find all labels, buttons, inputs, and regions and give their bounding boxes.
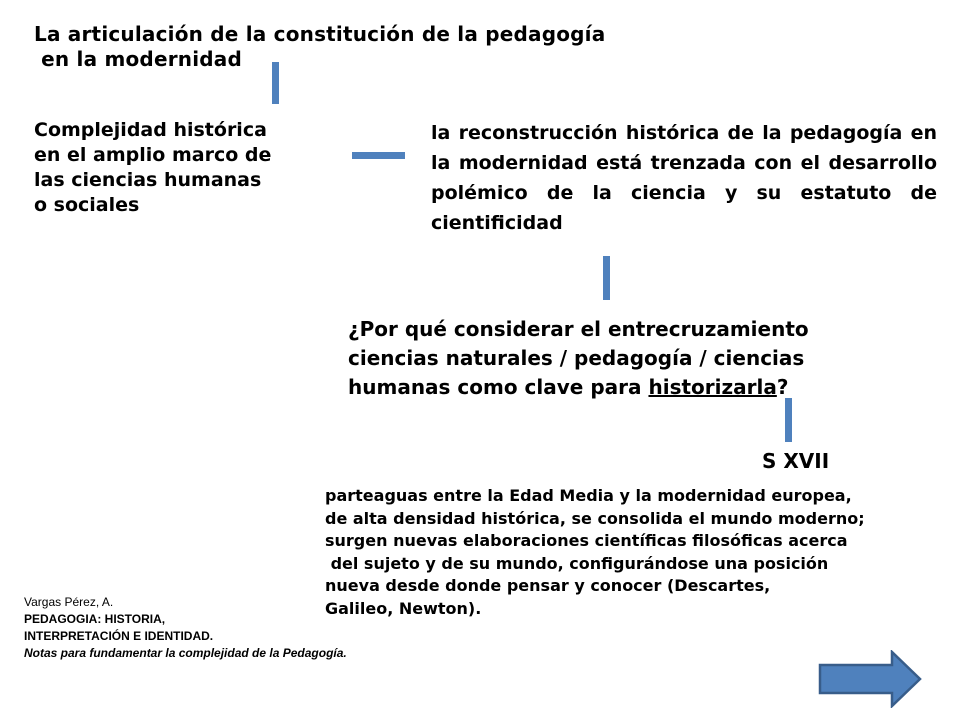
parteaguas-line: de alta densidad histórica, se consolida el mundo moderno; (325, 508, 865, 528)
connector-reconstruccion-vertical (603, 256, 610, 300)
question-block (348, 315, 908, 402)
reconstruccion-block: la reconstrucción histórica de la pedagogía en la modernidad está trenzada con el desarrollo polémico de la ciencia y su estatuto de cientificidad (431, 122, 937, 234)
reference-block (24, 594, 347, 662)
connector-title-vertical (272, 62, 279, 104)
title-line-1: La articulación de la constitución de la pedagogía (34, 22, 606, 46)
slide-title (34, 22, 605, 72)
reference-book-line-1: PEDAGOGIA: HISTORIA, (24, 612, 166, 626)
question-mark: ? (776, 375, 789, 399)
complejidad-line: las ciencias humanas (34, 169, 262, 191)
siglo-label: S XVII (762, 449, 830, 473)
complejidad-line: Complejidad histórica (34, 119, 267, 141)
complejidad-block (34, 118, 334, 218)
connector-pregunta-vertical (785, 398, 792, 442)
connector-horizontal (352, 152, 405, 159)
parteaguas-line: parteaguas entre la Edad Media y la modernidad europea, (325, 486, 852, 505)
right-arrow-icon (818, 650, 922, 708)
question-text: humanas como clave para (348, 375, 649, 399)
question-line-1: ¿Por qué considerar el entrecruzamiento (348, 317, 809, 341)
parteaguas-line: Galileo, Newton). (325, 598, 482, 618)
parteaguas-block (325, 485, 945, 620)
reference-notes: Notas para fundamentar la complejidad de la Pedagogía. (24, 646, 347, 660)
parteaguas-line: surgen nuevas elaboraciones científicas filosóficas acerca (325, 531, 848, 550)
parteaguas-line: del sujeto y de su mundo, configurándose una posición (325, 553, 829, 573)
parteaguas-line: nueva desde donde pensar y conocer (Descartes, (325, 576, 771, 595)
question-line-3 (348, 373, 908, 402)
reference-author: Vargas Pérez, A. (24, 595, 114, 609)
complejidad-line: en el amplio marco de (34, 144, 272, 166)
historizarla-underlined: historizarla (648, 375, 777, 399)
reference-book-line-2: INTERPRETACIÓN E IDENTIDAD. (24, 629, 214, 643)
complejidad-line: o sociales (34, 194, 140, 216)
title-line-2: en la modernidad (34, 47, 242, 71)
next-slide-button[interactable] (818, 650, 922, 708)
question-line-2: ciencias naturales / pedagogía / ciencias (348, 346, 805, 370)
